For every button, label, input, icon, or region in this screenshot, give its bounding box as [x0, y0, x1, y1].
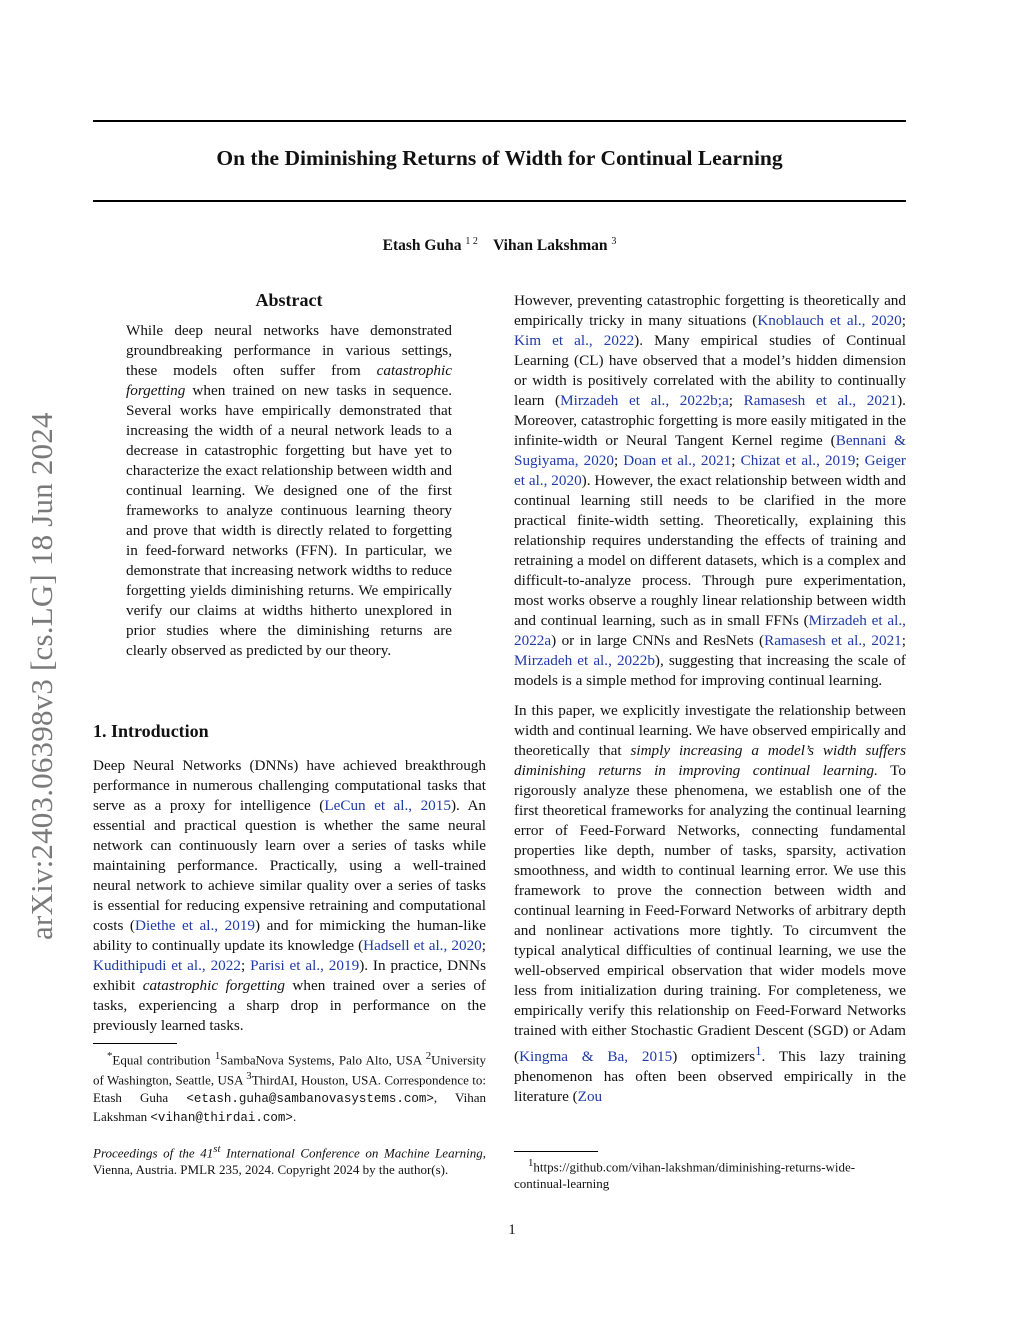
citation-link[interactable]: Mirzadeh et al., 2022a — [514, 612, 906, 649]
section-heading-introduction: 1. Introduction — [93, 721, 209, 741]
footnote-url: $^1$https://github.com/vihan-lakshman/diminishing-returns-wide-continual-learning — [514, 1157, 856, 1192]
citation-link[interactable]: Mirzadeh et al., 2022b;a — [560, 392, 729, 409]
abstract-text: While deep neural networks have demonstrated groundbreaking performance in various settings, these models often suffer from catastrophic forgetting when trained on new tasks in sequence. Several works have empirically demonstrated that increasing the width of a neural network leads to a decrease in catastrophic forgetting but have yet to characterize the exact relationship between width and continual learning. We designed one of the first frameworks to analyze continuous learning theory and prove that width is directly related to forgetting in feed-forward networks (FFN). In particular, we demonstrate that increasing network widths to reduce forgetting yields diminishing returns. We empirically verify our claims at widths hitherto unexplored in prior studies where the diminishing returns are clearly observed as predicted by our theory. — [126, 322, 452, 659]
citation-link[interactable]: Kingma & Ba, 2015 — [519, 1048, 673, 1066]
citation-link[interactable]: Diethe et al., 2019 — [134, 917, 256, 934]
citation-link[interactable]: Knoblauch et al., 2020 — [757, 312, 902, 329]
abstract-heading: Abstract — [255, 290, 323, 310]
author-affiliation: 3 — [611, 236, 617, 247]
citation-link[interactable]: Mirzadeh et al., 2022b — [514, 652, 655, 669]
title-bottom-rule — [93, 200, 906, 202]
intro-paragraph: Deep Neural Networks (DNNs) have achieved breakthrough performance in numerous challenging computational tasks that serve as a proxy for intelligence (LeCun et al., 2015). An essential and practical question is whether the same neural network can continuously learn over a series of tasks while maintaining performance. Practically, using a well-trained neural network to achieve similar quality over a series of tasks is essential for reducing expensive retraining and computational costs (Diethe et al., 2019) and for mimicking the human-like ability to continually update its knowledge (Hadsell et al., 2020; Kudithipudi et al., 2022; Parisi et al., 2019). In practice, DNNs exhibit catastrophic forgetting when trained over a series of tasks, experiencing a sharp drop in performance on the previously learned tasks. — [93, 757, 487, 1034]
citation-link[interactable]: Kudithipudi et al., 2022 — [93, 957, 241, 974]
body-paragraph: In this paper, we explicitly investigate the relationship between width and continual learning. We have observed empirically and theoretically that simply increasing a model’s width suffers diminishing returns in improving continual learning. To rigorously analyze these phenomena, we establish one of the first theoretical frameworks for analyzing the continual learning error of Feed-Forward Networks, connecting fundamental properties like depth, number of tasks, sparsity, activation smoothness, and width to continual learning error. We use this framework to prove the connection between width and continual learning in Feed-Forward Networks of arbitrary depth and nonlinear activations more tightly. To circumvent the typical analytical difficulties of continual learning, we use the well-observed empirical observation that wider models move less from initialization during training. For completeness, we empirically verify this relationship on Feed-Forward Networks trained with either Stochastic Gradient Descent (SGD) or Adam (Kingma & Ba, 2015) optimizers$^1$. This lazy training phenomenon has often been observed empirically in the literature (Zou — [514, 702, 906, 1106]
footnote-github — [514, 1155, 906, 1192]
citation-link[interactable]: Kim et al., 2022 — [514, 332, 635, 349]
page-number: 1 — [508, 1222, 516, 1238]
github-url-link[interactable]: https://github.com/vihan-lakshman/diminishing-returns-wide-continual-learning — [514, 1159, 856, 1192]
paper-title: On the Diminishing Returns of Width for Continual Learning — [216, 146, 783, 170]
citation-link[interactable]: LeCun et al., 2015 — [324, 797, 451, 814]
abstract — [126, 321, 452, 661]
citation-link[interactable]: Ramasesh et al., 2021 — [764, 632, 902, 649]
author-list — [93, 236, 906, 255]
affiliation-footnote: *Equal contribution $^1$SambaNova Systems, Palo Alto, USA $^2$University of Washington, Seattle, USA $^3$ThirdAI, Houston, USA. Correspondence to: Etash Guha <etash.guha@sambanovasystems.com>, Vihan Lakshman <vihan@thirdai.com>. — [93, 1050, 487, 1125]
footnote-rule — [514, 1151, 598, 1152]
footnote-rule — [93, 1043, 177, 1044]
footnote-marker[interactable]: 1 — [755, 1044, 762, 1058]
arxiv-stamp: arXiv:2403.06398v3 [cs.LG] 18 Jun 2024 — [24, 412, 59, 940]
author-name: Etash Guha — [382, 237, 462, 255]
author-name: Vihan Lakshman — [493, 237, 608, 255]
footnote-affiliations — [93, 1048, 486, 1178]
intro-column — [93, 756, 486, 1036]
citation-link[interactable]: Bennani & Sugiyama, 2020 — [514, 432, 906, 469]
email-link[interactable]: <vihan@thirdai.com> — [150, 1110, 293, 1125]
citation-link[interactable]: Zou — [577, 1088, 603, 1106]
right-column — [514, 291, 906, 1107]
abstract-emphasis: catastrophic forgetting — [126, 362, 452, 399]
proceedings-note: Proceedings of the 41st International Conference on Machine Learning, Vienna, Austria. PMLR 235, 2024. Copyright 2024 by the author(s). — [93, 1142, 486, 1177]
citation-link[interactable]: Parisi et al., 2019 — [250, 957, 360, 974]
author-affiliation: 1 2 — [465, 236, 478, 247]
citation-link[interactable]: Doan et al., 2021 — [623, 452, 732, 469]
body-paragraph: However, preventing catastrophic forgetting is theoretically and empirically tricky in many situations (Knoblauch et al., 2020; Kim et al., 2022). Many empirical studies of Continual Learning (CL) have observed that a model’s hidden dimension or width is positively correlated with the ability to continually learn (Mirzadeh et al., 2022b;a; Ramasesh et al., 2021). Moreover, catastrophic forgetting is more easily mitigated in the infinite-width or Neural Tangent Kernel regime (Bennani & Sugiyama, 2020; Doan et al., 2021; Chizat et al., 2019; Geiger et al., 2020). However, the exact relationship between width and continual learning still needs to be clarified in the more practical finite-width setting. Theoretically, explaining this relationship requires understanding the effects of training and retraining a model on different datasets, which is a complex and difficult-to-analyze process. Through pure experimentation, most works observe a roughly linear relationship between width and continual learning, such as in small FFNs (Mirzadeh et al., 2022a) or in large CNNs and ResNets (Ramasesh et al., 2021; Mirzadeh et al., 2022b), suggesting that increasing the scale of models is a simple method for improving continual learning. — [514, 292, 907, 689]
email-link[interactable]: <etash.guha@sambanovasystems.com> — [186, 1091, 434, 1106]
citation-link[interactable]: Ramasesh et al., 2021 — [743, 392, 898, 409]
citation-link[interactable]: Hadsell et al., 2020 — [363, 937, 482, 954]
citation-link[interactable]: Geiger et al., 2020 — [514, 452, 906, 489]
title-top-rule — [93, 120, 906, 122]
citation-link[interactable]: Chizat et al., 2019 — [740, 452, 856, 469]
